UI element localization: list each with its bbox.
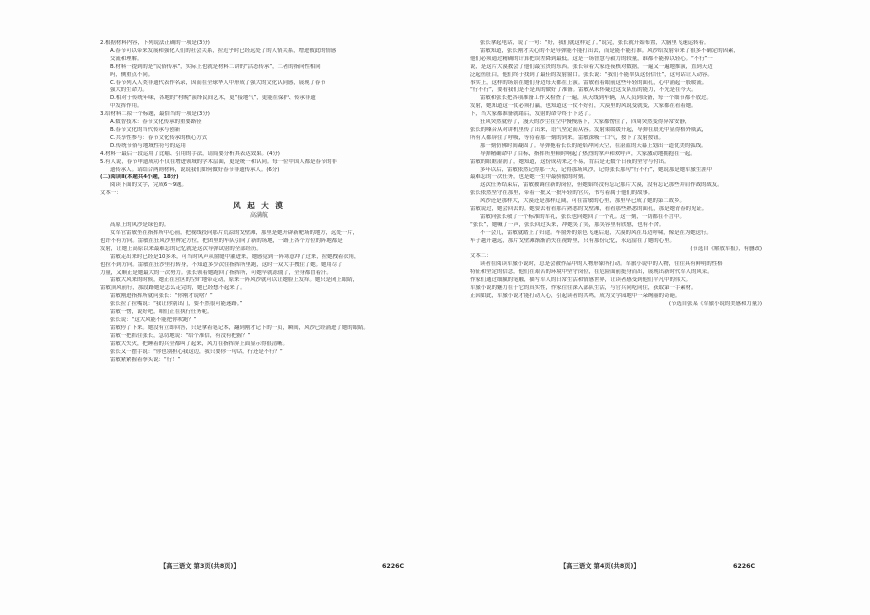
text-line: 5.有人说，春节申遗成功不仅在增进领域的学术层面，更是统一和认同。每一位中国人都是春节的非	[100, 158, 337, 165]
text-line: 阅读下面的文字，完成6～9题。	[110, 182, 187, 189]
text-line: 雷敏一愣，说好吧，咱们正在执行任务呢。	[110, 309, 213, 316]
text-line: 事实上，这样的场景在她们身边每天都在上演。雷敏看着眼前这些年轻的面孔，心中涌起一股暖流。	[470, 79, 708, 86]
text-line: 交流和理解。	[110, 55, 143, 62]
text-line: 车子越开越远，那片戈壁滩渐渐消失在视野里，只有那份记忆，永远留在了她的心里。	[470, 237, 675, 244]
text-line: 雷敏一把抓住张长，急切地说：“给个准信，有没有把握？”	[110, 332, 251, 339]
text-line: 雷敏刚进指挥所就问张长：“你刚才说啥？”	[110, 293, 213, 300]
text-line: 风沙还是那样大，大漠还是那样辽阔，可在雷敏的心里，那里早已成了她的第二故乡。	[480, 198, 685, 205]
text-line: 女军官雷敏坐在指挥所中心前，把视线投向那片荒凉的戈壁滩，那里是她开辟新靶场的地方，远处一片，	[110, 230, 358, 237]
page-4-footer-label: 【高三语文 第4页(共8页)】	[560, 563, 640, 570]
text-line: “行不行”，要看我们是不是真的做好了准备。雷敏从未怀疑过这支队伍的能力，不光是在今天。	[470, 87, 697, 94]
text-line: 雷敏紧紧握着拳头说：“行！”	[110, 356, 181, 363]
text-line: 雷敏顶风前行，那段路她是怎么走完的，她已经想不起来了。	[100, 285, 246, 292]
text-line: A.春节可以带来发展和强化人们的社会关系，拉近乎时已经远处了的人情关系，增进彼此的情感	[110, 47, 337, 54]
text-line: 雷敏走出来时已经是10多米，可当时风声从窗缝中灌进来，她感觉到一阵寒意冲了过来，拉她拽着衣角，	[110, 253, 360, 260]
text-line: 4.材料一最后一段运用了比喻、引用的手法，请简要分析其表达效果。(4分)	[100, 150, 280, 157]
text-line: (二)阅读Ⅱ(本题共4小题，18分)	[100, 174, 179, 181]
text-line: 张长说：“这大风能不能把你吹跑？”	[110, 317, 197, 323]
text-line: 遗传承人。请结合两则材料，说说我们如何做好春节非遗传承人。(6分)	[110, 166, 280, 173]
page-3-footer-label: 【高三语文 第3页(共8页)】	[160, 563, 240, 570]
text-line: 力量，又顺正是她最大的一次努力。张长领着她跑回了指挥所，可她早就冻僵了，全身都冒着汗。	[100, 269, 332, 276]
text-line: (节选自张某《军旅小说的美感和力量》)	[668, 300, 762, 307]
text-line: 雷敏和张长把各项准备工作又检查了一遍，从天线到车辆，从人员到设备，每一个细节都不放过。	[480, 95, 712, 102]
text-line: 下，当大家都准备就绪后，发射的命令终于下达了。	[470, 111, 594, 118]
text-line: 中发挥作用。	[110, 103, 143, 110]
text-line: 读者在阅读军旅小说时，总是会被作品中的人物形象所打动。军旅小说中的人物，往往具有鲜明的性格	[480, 261, 723, 268]
text-line: 这次任务结束后，雷敏被调往新的岗位，但她始终没有忘记那片大漠，没有忘记那些并肩作战的战友。	[480, 182, 723, 189]
text-line: 最难忘的一次任务，也是她一生中最骄傲的时刻。	[470, 174, 589, 181]
text-line: 张长依然坚守在那里，带着一批又一批年轻的官兵，书写着属于他们的故事。	[470, 190, 654, 197]
text-line: 发射，让她上高原以来最难忘的记忆就是这次导弹试射的全部经历。	[100, 245, 262, 252]
text-line: 风 起 大 漠	[233, 201, 285, 211]
text-line: 特征和坚定的信念，他们在艰苦的环境中坚守岗位，在危险面前挺身而出，展现出新时代军人的风采。	[470, 269, 713, 276]
text-line: 3.给材料二拟一个标题，最恰当的一项是(3分)	[100, 111, 210, 118]
text-line: 文本二：	[470, 253, 492, 260]
text-line: 雷敏停了下来。她没有立即回答，只是拿着笔记本，翻到刚才记下的一页，瞬间，风沙已经涌进了她的眼睛。	[110, 324, 369, 331]
text-line: C.春节列入人类非遗代表作名录，因而在全球华人中形成了强大的文化认同感，展现了春节	[110, 79, 326, 86]
text-line: 高原上的风沙是绿色的。	[110, 222, 170, 229]
text-line: 张长拿起电话，说了一句：“好，我们就这样定了。”说完，张长就开始布置，大脑里飞速运转着。	[480, 40, 710, 46]
text-line: 说，是这片大漠教会了他们最宝贵的东西。张长带着大家连夜核对数据，一遍又一遍地推演，直到天边	[470, 63, 713, 70]
text-line: 雷敏知道，张长刚才关心的不是导弹能不能打出去，而是能不能打准。风沙给发射带来了很多不确定的因素，	[480, 47, 739, 54]
text-line: 高满航	[249, 212, 268, 220]
text-line: 张长拉了拉嘴说：“我让你别出门，要不然很可能迷路。”	[110, 301, 243, 308]
text-line: (节选自《解放军报》，有删改)	[690, 245, 762, 252]
text-line: 狂风突然就停了，漫天的沙尘在空中慢慢落下，大家都愣住了，四周突然变得异常安静，	[480, 119, 691, 126]
text-line: 张长的嗓音从对讲机里传了出来，语气坚定而从容。发射架缓缓升起，导弹在晨光中显得格外威武，	[470, 126, 708, 133]
text-line: 泛起鱼肚白，他们终于找到了最佳的发射窗口。张长说：“我们不能辜负这份信任”，这句话让人动容。	[470, 71, 713, 78]
text-line: 导弹精确命中了目标，指挥所里顿时响起了热烈的掌声和欢呼声，大家激动地拥抱在一起。	[480, 150, 696, 157]
text-line: 也拉不到方向。雷敏在狂沙里打转身，不知道多少次往指挥所里跑，这时一双大手拽住了她。她用尽了	[100, 261, 343, 268]
text-line: 不一会儿，雷敏就踏上了归途。车窗外的景色飞速后退，大漠的风在耳边呼啸，像是在为她送行。	[480, 229, 712, 236]
text-line: 张长又一摆手说：“你也别担心我这边，我只要你一句话，行还是不行？”	[110, 348, 283, 355]
text-line: B.春节文化的当代传承与创新	[110, 126, 181, 133]
text-line: 他们必须通过精确的计算把误差降到最低。这是一场智慧与毅力的较量，谁都不能掉以轻心。“不行”一	[470, 55, 713, 62]
text-line: B.材料一提到的是“民俗传承”，实际上也就是材料二讲的“活态传承”，二者的指向性相同	[110, 63, 321, 70]
text-line: A.数智技术：春节文化传承的重要路径	[110, 119, 202, 126]
text-line: 军旅小说的魅力在于它的真实性，作家往往深入部队生活，与官兵同吃同住，获取第一手素材。	[470, 285, 697, 292]
text-line: 正因如此，军旅小说才能打动人心，引起读者的共鸣，成为文学园地中一朵绚丽的奇葩。	[470, 293, 681, 299]
text-line: D.相对于传统年味，各地的“村晚”演绎民间艺术，更“接地气”，更能在保护、传承非遗	[110, 95, 316, 102]
text-line: 多年以后，雷敏依然记得那一天，记得那场风沙，记得张长那句“行不行”，她说那是她军旅生涯中	[480, 166, 712, 173]
text-line: 吗，侧重点不同。	[110, 71, 154, 78]
text-line: 作家们通过细腻的笔触，描写军人的日常生活和情感世界，让读者感受到他们平凡中的伟大。	[470, 277, 692, 284]
text-line: C.共享性参与：春节文化传承的核心方式	[110, 134, 208, 141]
text-line: 发射，她知道这一仗必须打赢，也知道这一仗不好打，大漠里的风说变就变，大家都在看着她。	[470, 103, 697, 110]
text-line: 雷敏大失火，把睡着的兵全都叫了起来，风力在指挥屏上面显示得很清晰。	[110, 340, 288, 347]
text-line: 也许不有方向。雷敏在狂风沙里辨定方位，把团里的车队引向了新的场地，一路上各个方位的阵地都是	[100, 237, 343, 244]
text-line: 强大的生命力。	[110, 87, 148, 94]
text-line: “张长”，她喊了一声，张长回过头来，冲她笑了笑，那笑容里有欣慰，也有不舍。	[470, 221, 665, 228]
text-line: 雷敏大风来的时候，她正在营区的空旷地带走动，原来一阵风沙就可以让她脸上发痒。她只是闭上眼睛，	[110, 277, 358, 284]
page-3-footer-code: 6226C	[382, 563, 405, 570]
text-line: 文本一：	[100, 190, 122, 197]
text-line: 2.根据材料内容，下列说法正确的一项是(3分)	[100, 40, 210, 46]
page-4-footer-code: 6226C	[733, 563, 756, 570]
text-line: D.传统节俗与地域性符号的运用	[110, 142, 186, 149]
text-line: 雷敏的眼眶湿润了，她知道，这份成功来之不易，背后是无数个日夜的坚守与付出。	[470, 158, 670, 165]
text-line: 雷敏说过，她会回去的。她要去看看那片熟悉的戈壁滩，看看那些熟悉的面孔，那是她青春的见证。	[470, 206, 708, 213]
text-line: 雷敏向张长敬了一个标准的军礼，张长也向她回了一个礼。这一刻，一切都在不言中。	[480, 213, 685, 220]
page-4-column	[470, 40, 768, 570]
text-line: 所有人都屏住了呼吸，等待着那一刻的到来。雷敏深吸一口气，按下了发射按钮。	[470, 134, 665, 141]
page-3-column	[100, 40, 418, 570]
text-line: 那一刻仿佛时间凝固了。导弹拖着长长的尾焰冲向天空，在湛蓝的天幕上划出一道优美的弧线。	[480, 142, 707, 149]
